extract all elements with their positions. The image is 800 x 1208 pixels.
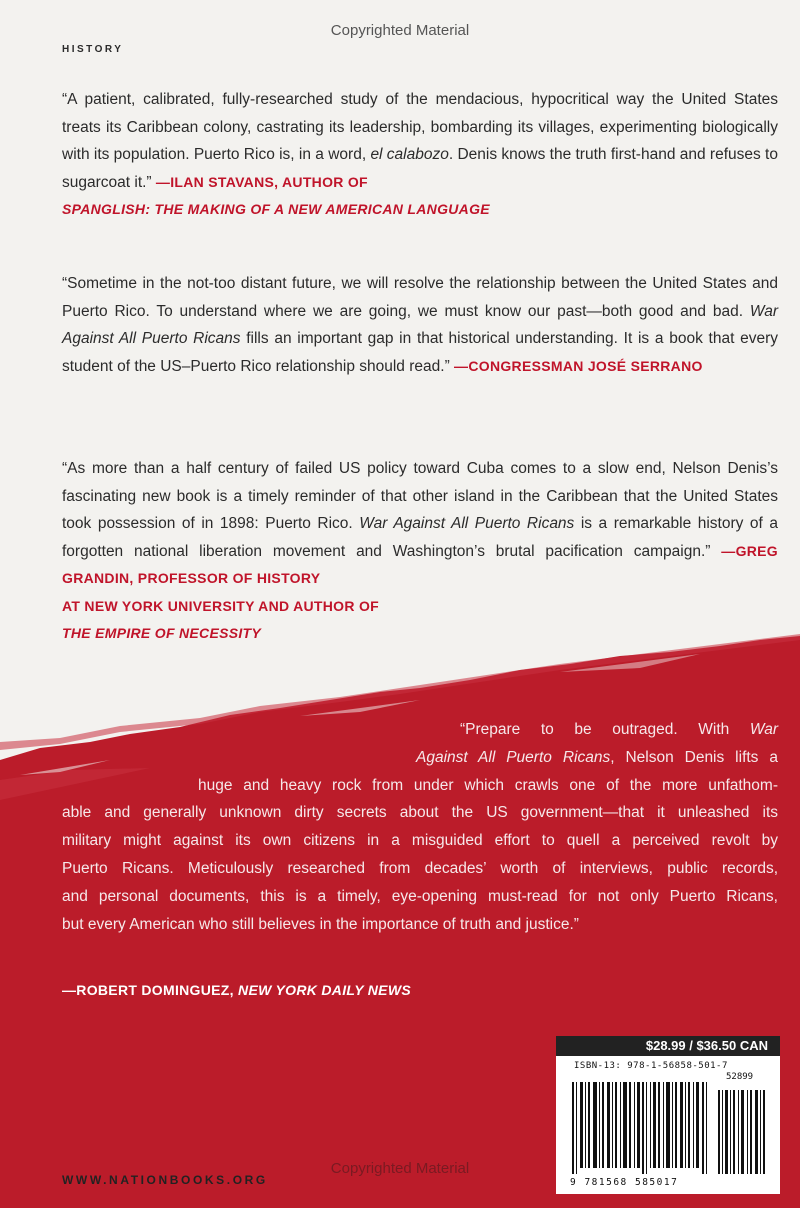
- addon-code: 52899: [726, 1072, 754, 1082]
- blurb-attribution-cont: AT NEW YORK UNIVERSITY AND AUTHOR OF: [62, 597, 379, 614]
- blurb-attribution: —GREG GRANDIN, PROFESSOR OF HISTORY: [62, 542, 778, 586]
- blurb-grandin: “As more than a half century of failed US policy toward Cuba comes to a slow end, Nelson Denis’s fascinating new book is a timely reminder of that other island in the Caribbean that the United States took possession of in 1898: Puerto Rico. War Against All Puerto Ricans is a remarkable history of a forgotten national liberation movement and Washington’s brutal pacification campaign.” —GREG GRANDIN, PROFESSOR OF HISTORY AT NEW YORK UNIVERSITY AND AUTHOR OF THE EMPIRE OF NECESSITY: [62, 455, 778, 648]
- isbn-label: ISBN-13: 978-1-56858-501-7: [574, 1061, 728, 1071]
- blurb-stavans: “A patient, calibrated, fully-researched study of the mendacious, hypocritical way the United States treats its Caribbean colony, castrating its leadership, bombarding its villages, experimenting biologically with its population. Puerto Rico is, in a word, el calabozo. Denis knows the truth first-hand and refuses to sugarcoat it.” —ILAN STAVANS, AUTHOR OF SPANGLISH: THE MAKING OF A NEW AMERICAN LANGUAGE: [62, 86, 778, 224]
- blurb-attribution-title: THE EMPIRE OF NECESSITY: [62, 625, 262, 641]
- blurb-dominguez: “Prepare to be outraged. With War Against All Puerto Ricans, Nelson Denis lifts a huge and heavy rock from under which crawls one of the more unfathom- able and generally unknown dirty secrets about the US government—that it unleashed its military might against its own citizens in a misguided effort to quell a perceived revolt by Puerto Ricans. Meticulously researched from decades’ worth of interviews, public records, and personal documents, this is a timely, eye-opening must-read for not only Puerto Ricans, but every American who still believes in the importance of truth and justice.”: [62, 721, 778, 933]
- watermark-top: Copyrighted Material: [330, 22, 470, 39]
- price-label: $28.99 / $36.50 CAN: [556, 1036, 780, 1056]
- blurb-serrano: “Sometime in the not-too distant future, we will resolve the relationship between the United States and Puerto Rico. To understand where we are going, we must know our past—both good and bad. War Against All Puerto Ricans fills an important gap in that historical understanding. It is a book that every student of the US–Puerto Rico relationship should read.” —CONGRESSMAN JOSÉ SERRANO: [62, 275, 778, 375]
- blurb-dominguez-attribution: —ROBERT DOMINGUEZ, NEW YORK DAILY NEWS: [62, 982, 411, 998]
- blurb-attribution: —CONGRESSMAN JOSÉ SERRANO: [454, 357, 703, 374]
- blurb-attribution-title: SPANGLISH: THE MAKING OF A NEW AMERICAN LANGUAGE: [62, 201, 490, 217]
- publisher-website: WWW.NATIONBOOKS.ORG: [62, 1173, 268, 1187]
- isbn-digits: 9 781568 585017: [570, 1177, 679, 1188]
- watermark-bottom: Copyrighted Material: [330, 1160, 470, 1177]
- category-label: HISTORY: [62, 44, 124, 55]
- blurb-attribution: —ILAN STAVANS, AUTHOR OF: [155, 173, 368, 190]
